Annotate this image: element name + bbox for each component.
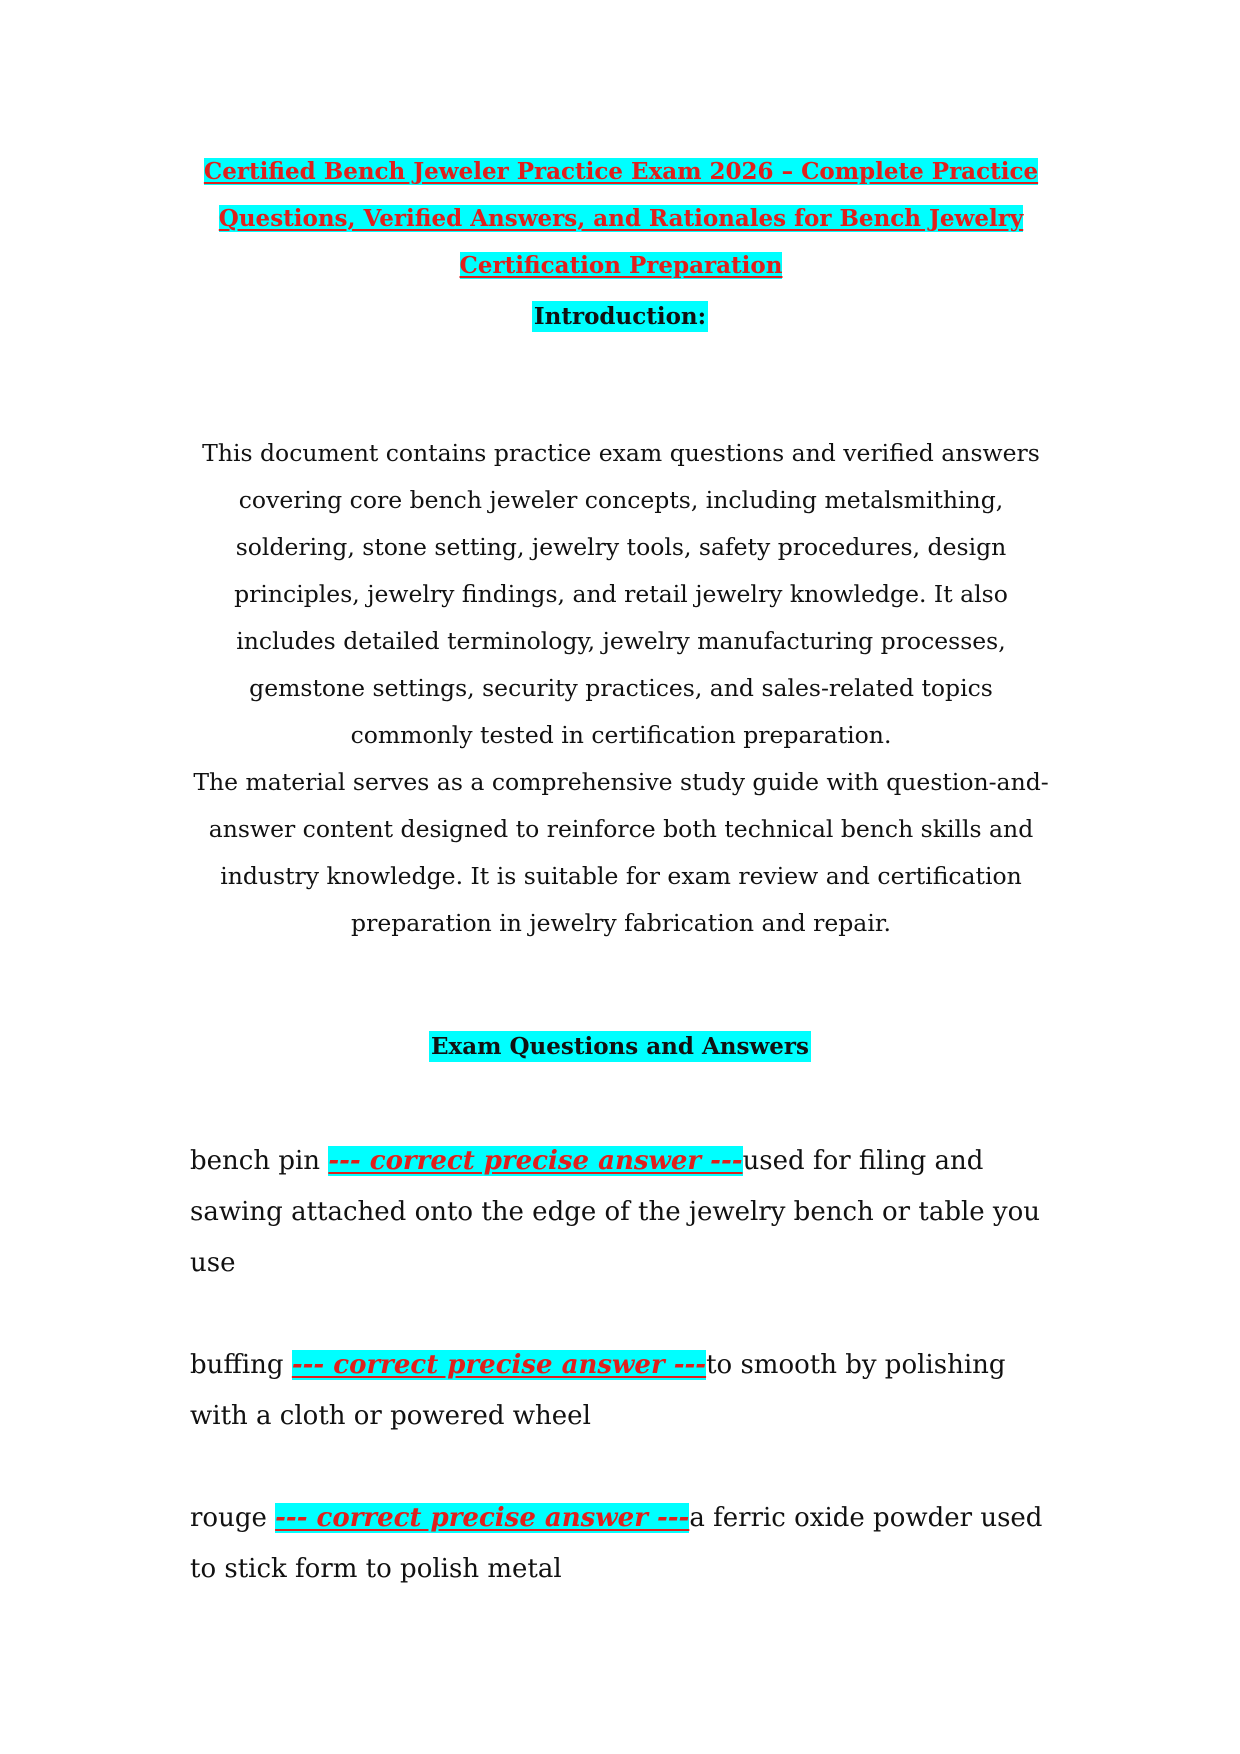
questions-heading-row bbox=[0, 1030, 1240, 1064]
answer-marker: --- correct precise answer --- bbox=[328, 1146, 743, 1176]
introduction-heading: Introduction: bbox=[533, 303, 707, 330]
qa-term: bench pin bbox=[190, 1146, 321, 1176]
intro-paragraph-2: The material serves as a comprehensive study guide with question-and-answer content designed to reinforce both technical bench skills and industry knowledge. It is suitable for exam review and certification preparation in jewelry fabrication and repair. bbox=[193, 768, 1049, 937]
qa-term: buffing bbox=[190, 1350, 284, 1380]
introduction-heading-row bbox=[0, 300, 1240, 334]
qa-item bbox=[190, 1340, 1060, 1442]
intro-paragraph-1: This document contains practice exam questions and verified answers covering core bench jeweler concepts, including metalsmithing, soldering, stone setting, jewelry tools, safety procedures, design principles, jewelry findings, and retail jewelry knowledge. It also includes detailed terminology, jewelry manufacturing processes, gemstone settings, security practices, and sales-related topics commonly tested in certification preparation. bbox=[202, 439, 1040, 749]
answer-marker: --- correct precise answer --- bbox=[291, 1350, 707, 1380]
title-line-3: Certification Preparation bbox=[459, 252, 783, 279]
qa-item bbox=[190, 1136, 1060, 1289]
qa-definition: used for filing and sawing attached onto the edge of the jewelry bench or table you use bbox=[190, 1146, 1041, 1278]
qa-definition: to smooth by polishing with a cloth or powered wheel bbox=[190, 1350, 1006, 1431]
questions-heading: Exam Questions and Answers bbox=[431, 1033, 809, 1060]
qa-term: rouge bbox=[190, 1503, 267, 1533]
answer-marker: --- correct precise answer --- bbox=[275, 1503, 690, 1533]
qa-item bbox=[190, 1493, 1060, 1595]
introduction-body bbox=[190, 430, 1052, 947]
document-title bbox=[190, 148, 1052, 289]
qa-list bbox=[190, 1136, 1060, 1646]
title-line-2: Questions, Verified Answers, and Rationales for Bench Jewelry bbox=[218, 205, 1024, 232]
title-line-1: Certified Bench Jeweler Practice Exam 2026 – Complete Practice bbox=[203, 158, 1039, 185]
qa-definition: a ferric oxide powder used to stick form to polish metal bbox=[190, 1503, 1043, 1584]
